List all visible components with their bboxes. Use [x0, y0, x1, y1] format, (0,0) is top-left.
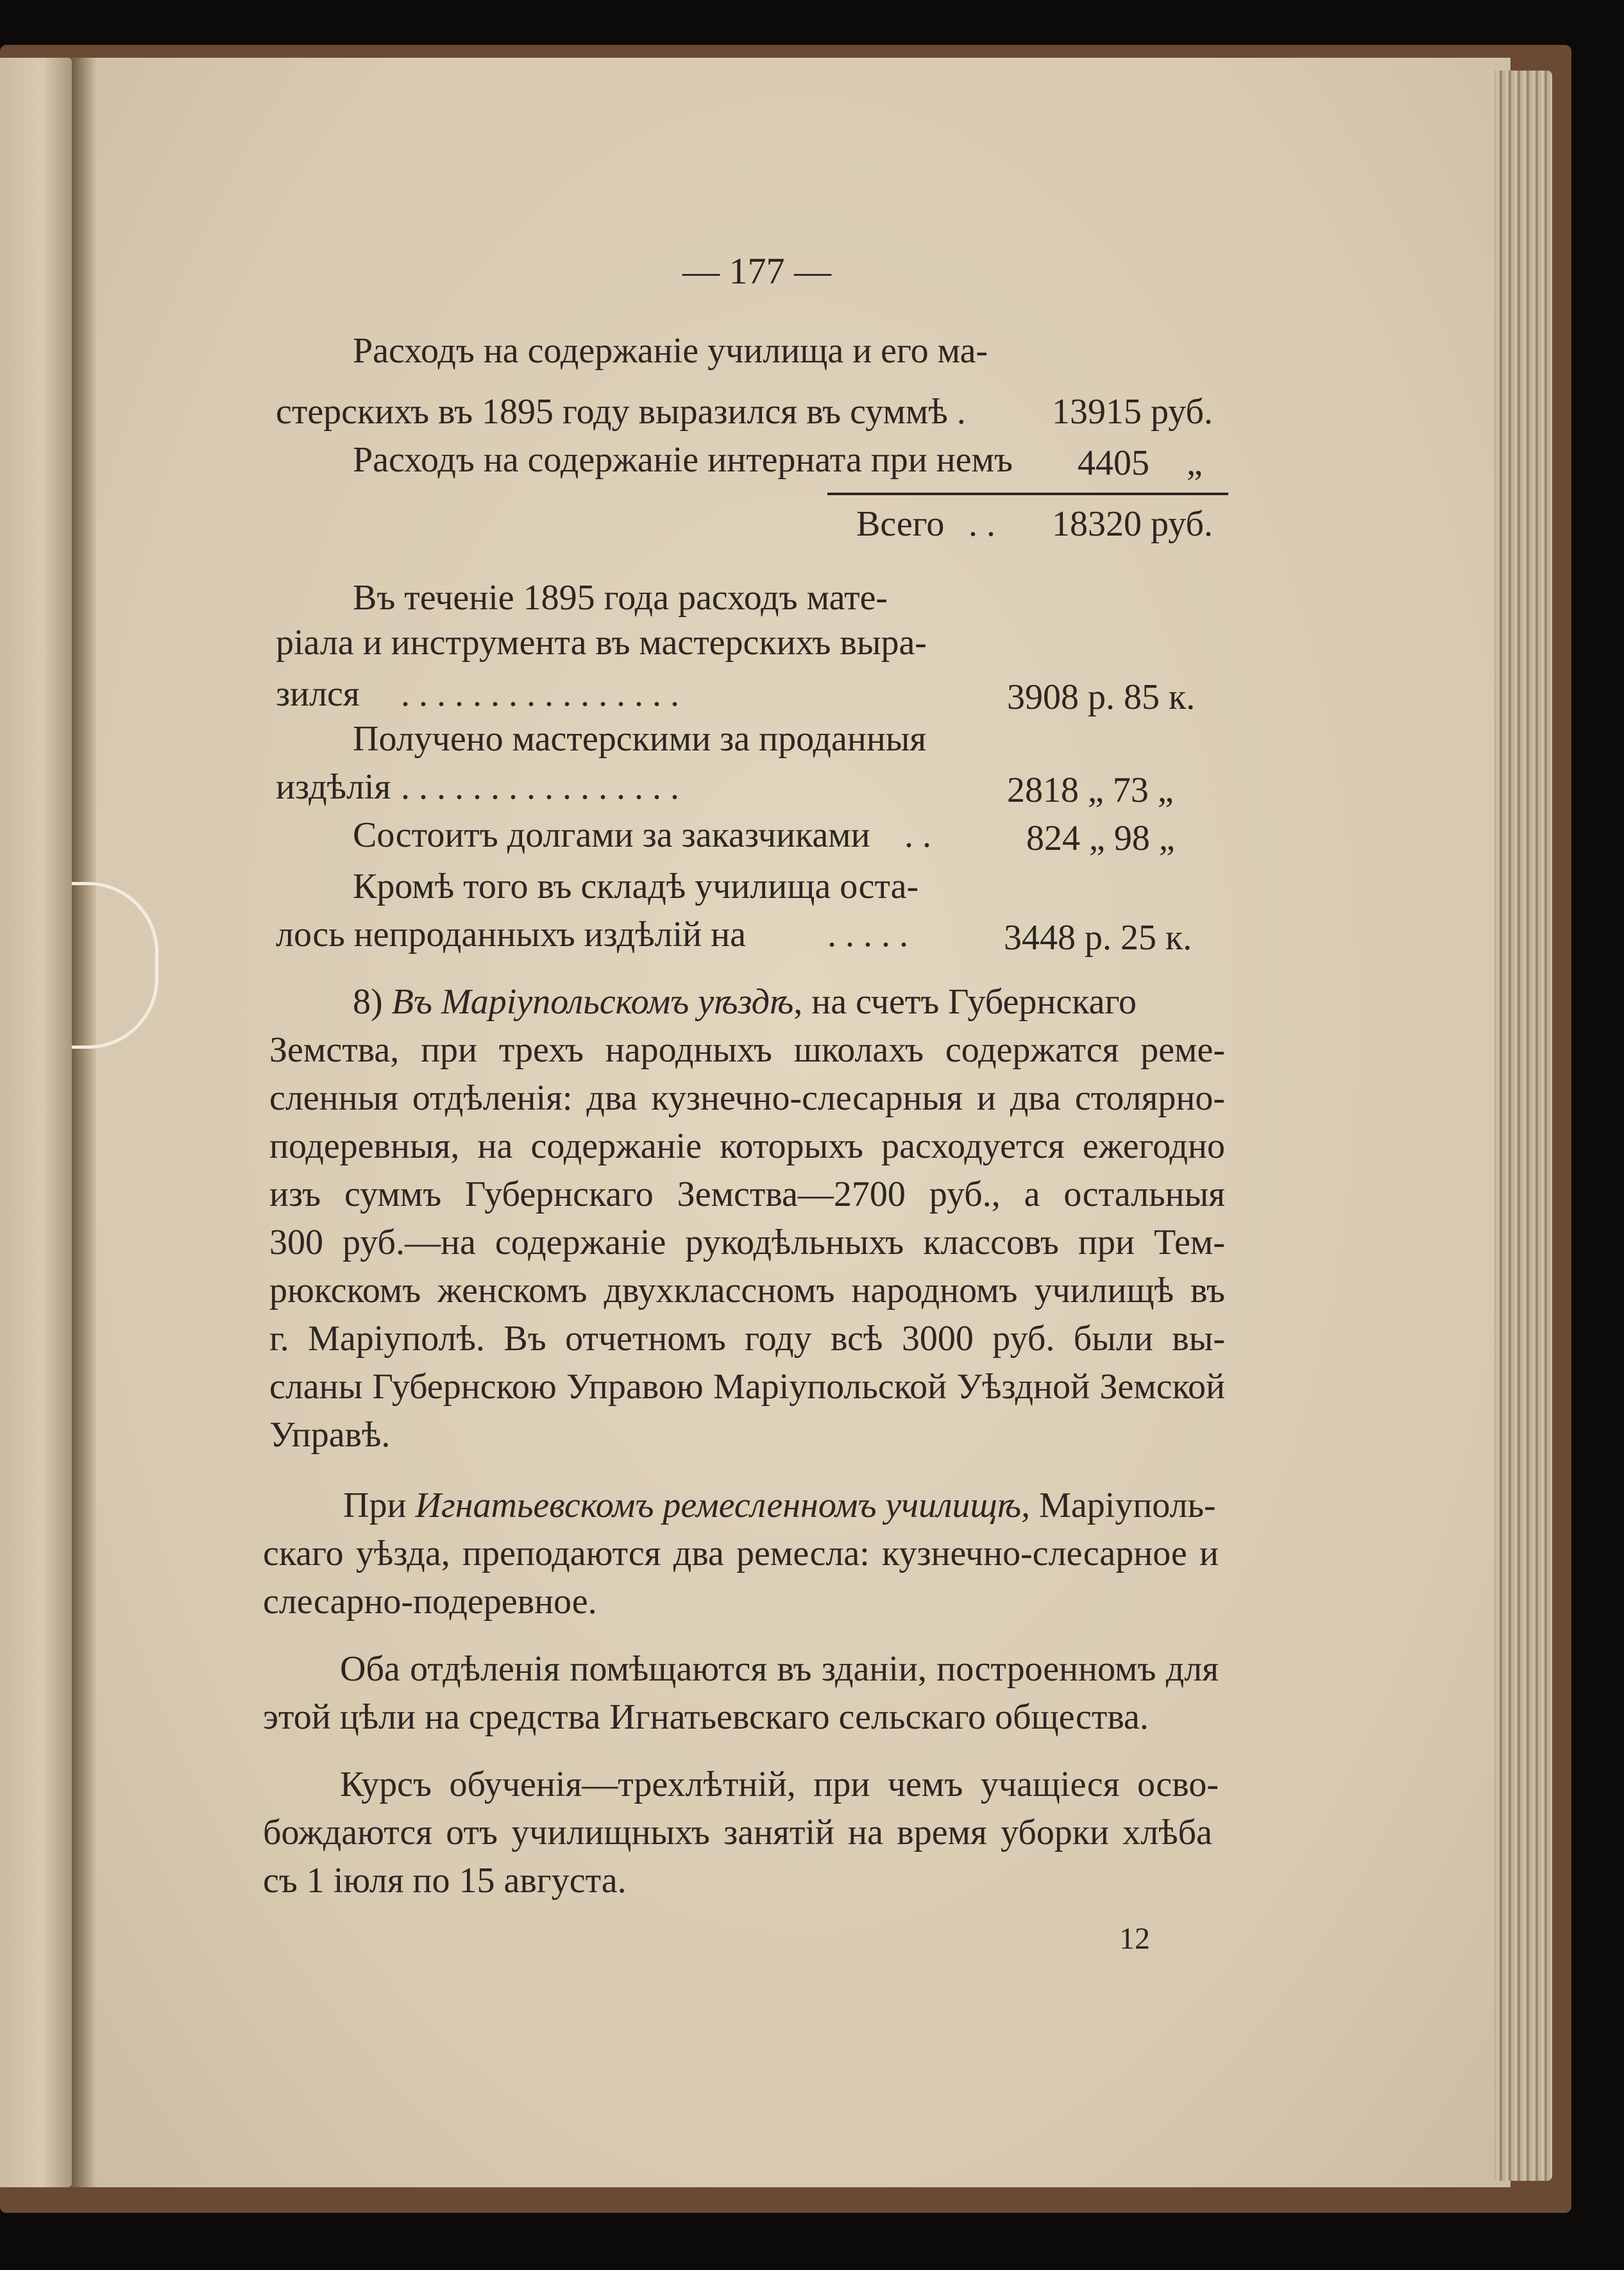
sold-amount: 2818 „ 73 „	[1007, 770, 1174, 810]
sold-line-2: издѣлія	[276, 767, 391, 807]
materials-line-3: зился	[276, 674, 360, 714]
building-line-1: Оба отдѣленія помѣщаются въ зданіи, построенномъ для	[340, 1649, 1219, 1689]
section8-line-10: Управѣ.	[269, 1415, 391, 1455]
ditto-mark: „	[1187, 443, 1203, 483]
debts-dots: . .	[904, 815, 931, 855]
page-number: — 177 —	[682, 250, 831, 292]
stock-line-1: Кромѣ того въ складѣ училища оста-	[353, 867, 919, 906]
expenses-amount-boarding: 4405	[1078, 443, 1149, 483]
expenses-line-3: Расходъ на содержаніе интерната при немъ	[353, 440, 1013, 480]
section8-line-2: Земства, при трехъ народныхъ школахъ содержатся реме-	[269, 1030, 1225, 1070]
section8-line-6: 300 руб.—на содержаніе рукодѣльныхъ классовъ при Тем-	[269, 1223, 1225, 1262]
ignatievka-line-2: скаго уѣзда, преподаются два ремесла: кузнечно-слесарное и	[263, 1534, 1219, 1573]
section8-line-9: сланы Губернскою Управою Маріупольской Уѣздной Земской	[269, 1367, 1225, 1407]
stock-dots: . . . . .	[827, 915, 908, 954]
debts-amount: 824 „ 98 „	[1026, 818, 1175, 858]
sum-rule	[827, 493, 1228, 495]
expenses-line-2: стерскихъ въ 1895 году выразился въ суммѣ .	[276, 392, 966, 432]
sold-line-1: Получено мастерскими за проданныя	[353, 719, 927, 759]
section8-line-8: г. Маріуполѣ. Въ отчетномъ году всѣ 3000 руб. были вы-	[269, 1319, 1225, 1359]
section8-line-7: рюкскомъ женскомъ двухклассномъ народномъ училищѣ въ	[269, 1271, 1225, 1310]
section8-italic: Въ Маріупольскомъ уѣздѣ	[391, 982, 794, 1022]
course-line-2: бождаются отъ училищныхъ занятій на время уборки хлѣба	[263, 1813, 1212, 1852]
expenses-amount-school: 13915 руб.	[1052, 392, 1214, 432]
materials-line-1: Въ теченіе 1895 года расходъ мате-	[353, 578, 888, 618]
section8-line-5: изъ суммъ Губернскаго Земства—2700 руб., а остальныя	[269, 1174, 1225, 1214]
stock-line-2: лось непроданныхъ издѣлій на	[276, 915, 746, 954]
section8-line-1: 8) Въ Маріупольскомъ уѣздѣ, на счетъ Губернскаго	[353, 982, 1137, 1022]
ignatievka-line-3: слесарно-подеревное.	[263, 1582, 597, 1622]
materials-amount: 3908 р. 85 к.	[1007, 677, 1196, 717]
sold-dots: . . . . . . . . . . . . . . . .	[401, 767, 679, 807]
stock-amount: 3448 р. 25 к.	[1004, 918, 1192, 958]
total-dots: . .	[968, 504, 995, 544]
expenses-line-1: Расходъ на содержаніе училища и его ма-	[353, 331, 988, 371]
materials-line-2: ріала и инструмента въ мастерскихъ выра-	[276, 623, 927, 663]
total-amount: 18320 руб.	[1052, 504, 1214, 544]
debts-line: Состоитъ долгами за заказчиками	[353, 815, 870, 855]
course-line-3: съ 1 іюля по 15 августа.	[263, 1861, 627, 1901]
ignatievka-italic: Игнатьевскомъ ремесленномъ училищѣ,	[415, 1486, 1031, 1525]
materials-dots: . . . . . . . . . . . . . . . .	[401, 674, 679, 714]
course-line-1: Курсъ обученія—трехлѣтній, при чемъ учащіеся осво-	[340, 1765, 1219, 1804]
building-line-2: этой цѣли на средства Игнатьевскаго сельскаго общества.	[263, 1697, 1149, 1737]
signature-mark: 12	[1119, 1922, 1150, 1956]
total-label: Всего	[856, 504, 945, 544]
section8-line-4: подеревныя, на содержаніе которыхъ расходуется ежегодно	[269, 1126, 1225, 1166]
section8-line-3: сленныя отдѣленія: два кузнечно-слесарныя и два столярно-	[269, 1078, 1225, 1118]
ignatievka-line-1: При Игнатьевскомъ ремесленномъ училищѣ, Маріуполь-	[343, 1486, 1216, 1525]
